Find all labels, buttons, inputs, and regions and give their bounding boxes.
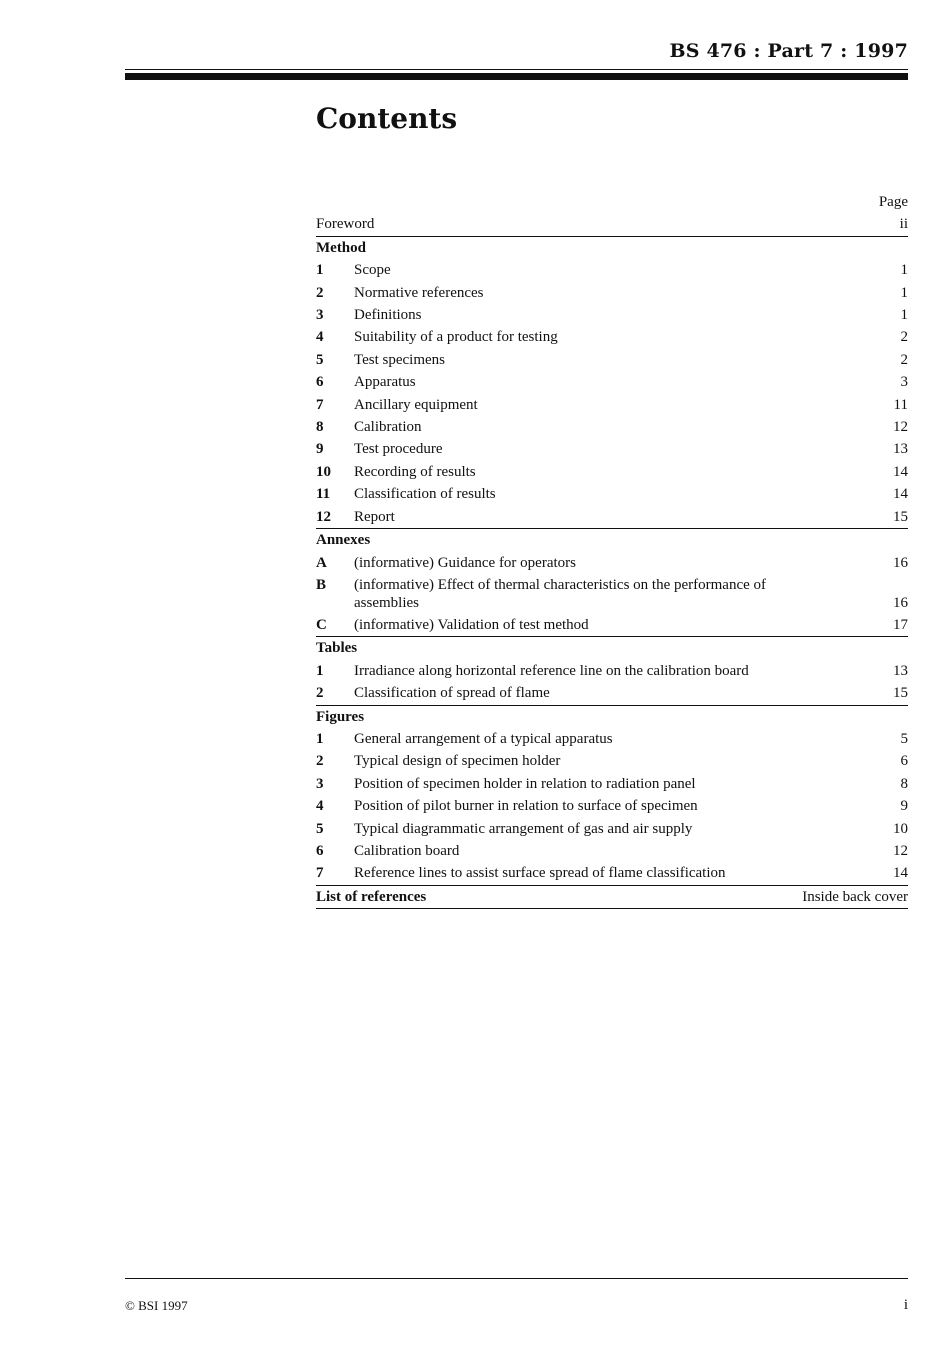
- page-title: Contents: [316, 102, 458, 135]
- toc-entry-page: Inside back cover: [802, 888, 908, 905]
- toc-entry-page: 2: [900, 329, 908, 346]
- footer-rule: [125, 1278, 908, 1279]
- toc-entry[interactable]: [316, 750, 908, 772]
- toc-entry-page: ii: [899, 216, 908, 233]
- toc-entry-text: Irradiance along horizontal reference line on the calibration board: [354, 662, 749, 679]
- page-number: i: [903, 1297, 908, 1313]
- toc-entry[interactable]: [316, 461, 908, 483]
- toc-entry[interactable]: [316, 552, 908, 574]
- toc-entry-text: Foreword: [316, 216, 375, 233]
- toc-entry-number: 7: [316, 865, 324, 882]
- section-heading-figures: Figures: [316, 708, 365, 725]
- toc-entry-text: (informative) Guidance for operators: [354, 554, 576, 571]
- toc-entry-number: 10: [316, 463, 331, 480]
- toc-entry-number: 1: [316, 662, 324, 679]
- toc-entry-text: List of references: [316, 888, 427, 905]
- toc-entry[interactable]: [316, 326, 908, 348]
- toc-entry-number: 7: [316, 396, 324, 413]
- toc-entry-page: 10: [893, 820, 908, 837]
- toc-entry-text: Reference lines to assist surface spread of flame classification: [354, 865, 726, 882]
- toc-entry-page: 11: [893, 396, 908, 413]
- toc-entry-page: 14: [893, 463, 908, 480]
- toc-entry-text: Recording of results: [354, 463, 476, 480]
- toc-entry-text: Apparatus: [354, 374, 416, 391]
- toc-entry-text: Scope: [354, 262, 391, 279]
- toc-entry-page: 16: [893, 594, 908, 611]
- toc-entry-number: 6: [316, 842, 324, 859]
- toc-entry[interactable]: [316, 614, 908, 637]
- toc-entry-number: 2: [316, 685, 324, 702]
- toc-entry-number: C: [316, 616, 327, 633]
- toc-entry-text: Typical diagrammatic arrangement of gas and air supply: [354, 820, 693, 837]
- toc-entry-number: 5: [316, 351, 324, 368]
- toc-entry-number: 8: [316, 419, 324, 436]
- toc-entry-text: Classification of spread of flame: [354, 685, 550, 702]
- toc-entry-text: Report: [354, 508, 395, 525]
- toc-entry-text: Position of pilot burner in relation to surface of specimen: [354, 798, 698, 815]
- toc-entry-page: 1: [900, 284, 908, 301]
- toc-entry-text: Position of specimen holder in relation to radiation panel: [354, 775, 696, 792]
- toc-entry-text: Definitions: [354, 307, 422, 324]
- toc-entry-page: 13: [893, 662, 908, 679]
- toc-entry-text: Suitability of a product for testing: [354, 329, 558, 346]
- toc-entry-number: 1: [316, 730, 324, 747]
- toc-entry-page: 12: [893, 842, 908, 859]
- toc-entry-number: 3: [316, 775, 324, 792]
- toc-entry-text: Classification of results: [354, 486, 496, 503]
- toc-entry-page: 17: [893, 616, 908, 633]
- toc-entry-page: 14: [893, 486, 908, 503]
- toc-entry[interactable]: [316, 438, 908, 460]
- document-id: BS 476 : Part 7 : 1997: [669, 40, 908, 62]
- toc-entry-number: 3: [316, 307, 324, 324]
- toc-entry-page: 15: [893, 685, 908, 702]
- toc-entry-text: Test procedure: [354, 441, 443, 458]
- toc-entry-page: 1: [900, 262, 908, 279]
- toc-entry-page: 16: [893, 554, 908, 571]
- toc-entry-number: B: [316, 576, 327, 593]
- toc-entry-page: 14: [893, 865, 908, 882]
- toc-entry-text: (informative) Validation of test method: [354, 616, 589, 633]
- toc-entry-page: 13: [893, 441, 908, 458]
- copyright-notice: © BSI 1997: [125, 1298, 188, 1313]
- toc-entry-number: A: [316, 554, 327, 571]
- toc-entry-number: 2: [316, 753, 324, 770]
- toc-entry[interactable]: [316, 795, 908, 817]
- toc-entry-page: 9: [900, 798, 908, 815]
- toc-entry[interactable]: [316, 773, 908, 795]
- toc-entry-text: (informative) Effect of thermal characteristics on the performance of assemblies: [354, 576, 767, 611]
- toc-entry[interactable]: [316, 371, 908, 393]
- toc-entry[interactable]: [316, 862, 908, 885]
- toc-entry[interactable]: [316, 682, 908, 705]
- toc-entry-number: 2: [316, 284, 324, 301]
- toc-entry-page: 6: [900, 753, 908, 770]
- toc-entry-references[interactable]: [316, 886, 908, 909]
- toc-entry[interactable]: [316, 574, 908, 614]
- toc-entry[interactable]: [316, 282, 908, 304]
- toc-entry-text: Ancillary equipment: [354, 396, 478, 413]
- toc-entry-page: 2: [900, 351, 908, 368]
- section-heading-annexes: Annexes: [316, 532, 371, 549]
- toc-entry-number: 12: [316, 508, 331, 525]
- toc-entry-page: 1: [900, 307, 908, 324]
- toc-entry-text: Calibration board: [354, 842, 460, 859]
- toc-entry-number: 4: [316, 329, 324, 346]
- toc-entry-number: 5: [316, 820, 324, 837]
- toc-entry-text: Typical design of specimen holder: [354, 753, 561, 770]
- toc-entry-page: 3: [900, 374, 908, 391]
- table-of-contents: [316, 191, 908, 909]
- toc-entry[interactable]: [316, 349, 908, 371]
- toc-entry-number: 1: [316, 262, 324, 279]
- toc-entry[interactable]: [316, 416, 908, 438]
- toc-entry-number: 9: [316, 441, 324, 458]
- toc-entry[interactable]: [316, 506, 908, 529]
- toc-entry-text: Calibration: [354, 419, 422, 436]
- toc-entry[interactable]: [316, 728, 908, 750]
- toc-entry-number: 6: [316, 374, 324, 391]
- toc-entry-page: 15: [893, 508, 908, 525]
- toc-entry[interactable]: [316, 840, 908, 862]
- section-heading-tables: Tables: [316, 640, 358, 657]
- toc-entry-text: Test specimens: [354, 351, 446, 368]
- toc-entry-page: 12: [893, 419, 908, 436]
- header-rule-thin: [125, 69, 908, 70]
- toc-entry[interactable]: [316, 394, 908, 416]
- toc-entry-number: 4: [316, 798, 324, 815]
- toc-entry-page: 8: [900, 775, 908, 792]
- toc-entry[interactable]: [316, 818, 908, 840]
- toc-entry[interactable]: [316, 304, 908, 326]
- toc-entry[interactable]: [316, 660, 908, 682]
- header-rule-thick: [125, 73, 908, 80]
- section-heading-method: Method: [316, 239, 366, 256]
- toc-entry[interactable]: [316, 483, 908, 505]
- toc-entry-text: General arrangement of a typical apparatus: [354, 730, 613, 747]
- page-column-label: Page: [878, 194, 908, 210]
- toc-entry[interactable]: [316, 259, 908, 281]
- toc-entry-page: 5: [900, 730, 908, 747]
- toc-entry-number: 11: [316, 486, 331, 503]
- toc-entry-foreword[interactable]: [316, 213, 908, 236]
- toc-entry-text: Normative references: [354, 284, 484, 301]
